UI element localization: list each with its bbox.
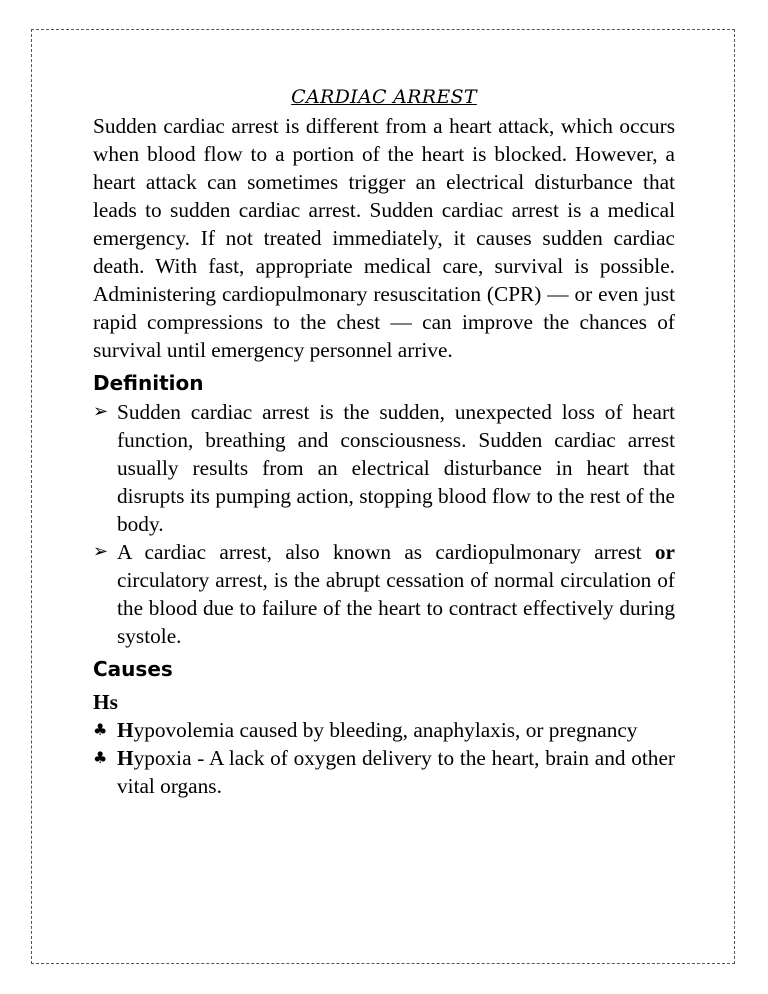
definition-list — [93, 398, 675, 650]
arrow-bullet-icon: ➢ — [93, 401, 109, 422]
list-item — [93, 398, 675, 538]
definition-heading: Definition — [93, 371, 204, 395]
club-bullet-icon: ♣ — [93, 748, 108, 767]
bold-word: or — [654, 540, 675, 564]
list-item-text: A cardiac arrest, also known as cardiopulmonary arrest — [117, 540, 655, 564]
arrow-bullet-icon: ➢ — [93, 541, 109, 562]
list-item — [93, 538, 675, 650]
causes-subheading: Hs — [93, 690, 118, 714]
intro-paragraph: Sudden cardiac arrest is different from a heart attack, which occurs when blood flow to a portion of the heart is blocked. However, a heart attack can sometimes trigger an electrical disturbance that leads to sudden cardiac arrest. Sudden cardiac arrest is a medical emergency. If not treated immediately, it causes sudden cardiac death. With fast, appropriate medical care, survival is possible. Administering cardiopulmonary resuscitation (CPR) — or even just rapid compressions to the chest — can improve the chances of survival until emergency personnel arrive. — [93, 114, 675, 362]
page-title: CARDIAC ARREST — [291, 86, 477, 108]
document-page — [93, 82, 675, 800]
lead-letter: H — [117, 718, 134, 742]
club-bullet-icon: ♣ — [93, 720, 108, 739]
list-item — [93, 744, 675, 800]
causes-heading: Causes — [93, 657, 173, 681]
list-item — [93, 716, 675, 744]
list-item-text: ypoxia - A lack of oxygen delivery to the heart, brain and other vital organs. — [117, 746, 675, 798]
list-item-text: Sudden cardiac arrest is the sudden, unexpected loss of heart function, breathing and consciousness. Sudden cardiac arrest usually results from an electrical disturbance in heart that disrupts its pumping action, stopping blood flow to the rest of the body. — [117, 400, 675, 536]
causes-list — [93, 716, 675, 800]
list-item-text: circulatory arrest, is the abrupt cessation of normal circulation of the blood due to failure of the heart to contract effectively during systole. — [117, 568, 675, 648]
lead-letter: H — [117, 746, 134, 770]
list-item-text: ypovolemia caused by bleeding, anaphylaxis, or pregnancy — [133, 718, 638, 742]
